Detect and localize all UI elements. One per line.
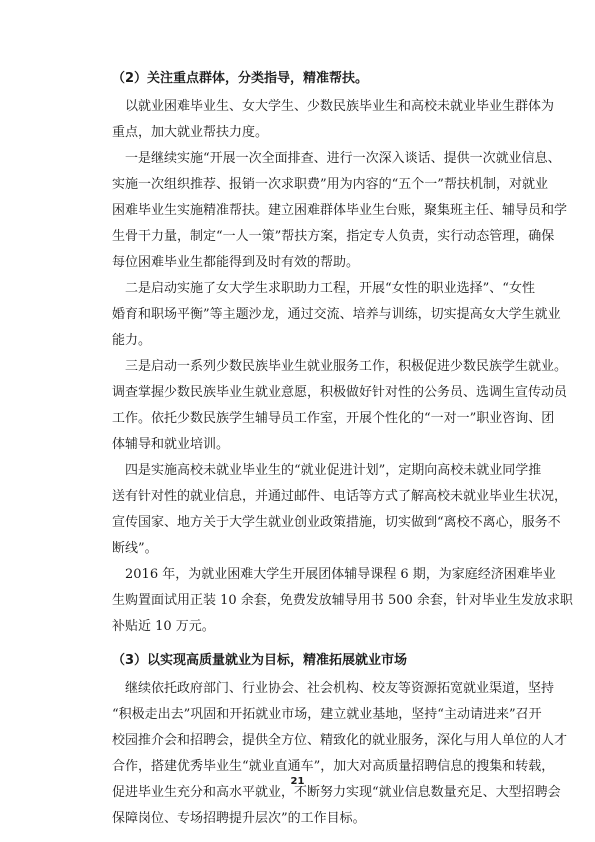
section-3-heading: （3）以实现高质量就业为目标，精准拓展就业市场	[112, 653, 408, 668]
text-line: 生骨干力量，制定“一人一策”帮扶方案，指定专人负责，实行动态管理，确保	[112, 229, 555, 244]
text-line: 继续依托政府部门、行业协会、社会机构、校友等资源拓宽就业渠道，坚持	[125, 681, 555, 696]
text-line: 体辅导和就业培训。	[112, 437, 230, 452]
text-line: 送有针对性的就业信息，并通过邮件、电话等方式了解高校未就业毕业生状况，	[112, 489, 568, 504]
section-3-body	[112, 676, 568, 832]
text-line: 每位困难毕业生都能得到及时有效的帮助。	[112, 255, 360, 270]
text-line: 一是继续实施“开展一次全面排查、进行一次深入谈话、提供一次就业信息、	[125, 151, 561, 166]
text-line: 婚育和职场平衡”等主题沙龙，通过交流、培养与训练，切实提高女大学生就业	[112, 307, 561, 322]
section-2-heading: （2）关注重点群体，分类指导，精准帮扶。	[112, 71, 369, 86]
text-line: 合作，搭建优秀毕业生“就业直通车”，加大对高质量招聘信息的搜集和转载，	[112, 759, 555, 774]
page-number: 21	[290, 776, 305, 787]
section-2-intro	[112, 94, 555, 146]
text-line: 生购置面试用正装 10 余套，免费发放辅导用书 500 余套，针对毕业生发放求职	[112, 593, 573, 608]
text-line: 补贴近 10 万元。	[112, 619, 215, 634]
text-line: 三是启动一系列少数民族毕业生就业服务工作，积极促进少数民族学生就业。	[125, 359, 568, 374]
section-2-item-4	[112, 458, 568, 562]
text-line: 宣传国家、地方关于大学生就业创业政策措施，切实做到“离校不离心，服务不	[112, 515, 561, 530]
text-line: 重点，加大就业帮扶力度。	[112, 125, 269, 140]
section-2-item-3	[112, 354, 568, 458]
page-content	[112, 66, 573, 832]
text-line: 断线”。	[112, 541, 158, 556]
text-line: 调查掌握少数民族毕业生就业意愿，积极做好针对性的公务员、选调生宣传动员	[112, 385, 568, 400]
text-line: 能力。	[112, 333, 152, 348]
text-line: 工作。依托少数民族学生辅导员工作室，开展个性化的“一对一”职业咨询、团	[112, 411, 555, 426]
text-line: 四是实施高校未就业毕业生的“就业促进计划”，定期向高校未就业同学推	[125, 463, 542, 478]
text-line: 2016 年，为就业困难大学生开展团体辅导课程 6 期，为家庭经济困难毕业	[125, 567, 556, 582]
section-2-item-1	[112, 146, 568, 276]
text-line: 困难毕业生实施精准帮扶。建立困难群体毕业生台账，聚集班主任、辅导员和学	[112, 203, 568, 218]
text-line: 二是启动实施了女大学生求职助力工程，开展“女性的职业选择”、“女性	[125, 281, 535, 296]
text-line: “积极走出去”巩固和开拓就业市场，建立就业基地，坚持“主动请进来”召开	[112, 707, 542, 722]
text-line: 实施一次组织推荐、报销一次求职费”用为内容的“五个一”帮扶机制，对就业	[112, 177, 548, 192]
text-line: 以就业困难毕业生、女大学生、少数民族毕业生和高校未就业毕业生群体为	[125, 99, 555, 114]
text-line: 校园推介会和招聘会，提供全方位、精致化的就业服务，深化与用人单位的人才	[112, 733, 568, 748]
text-line: 保障岗位、专场招聘提升层次”的工作目标。	[112, 811, 366, 826]
section-2-item-5	[112, 562, 573, 640]
text-line: 促进毕业生充分和高水平就业，不断努力实现“就业信息数量充足、大型招聘会	[112, 785, 561, 800]
section-2-item-2	[112, 276, 561, 354]
